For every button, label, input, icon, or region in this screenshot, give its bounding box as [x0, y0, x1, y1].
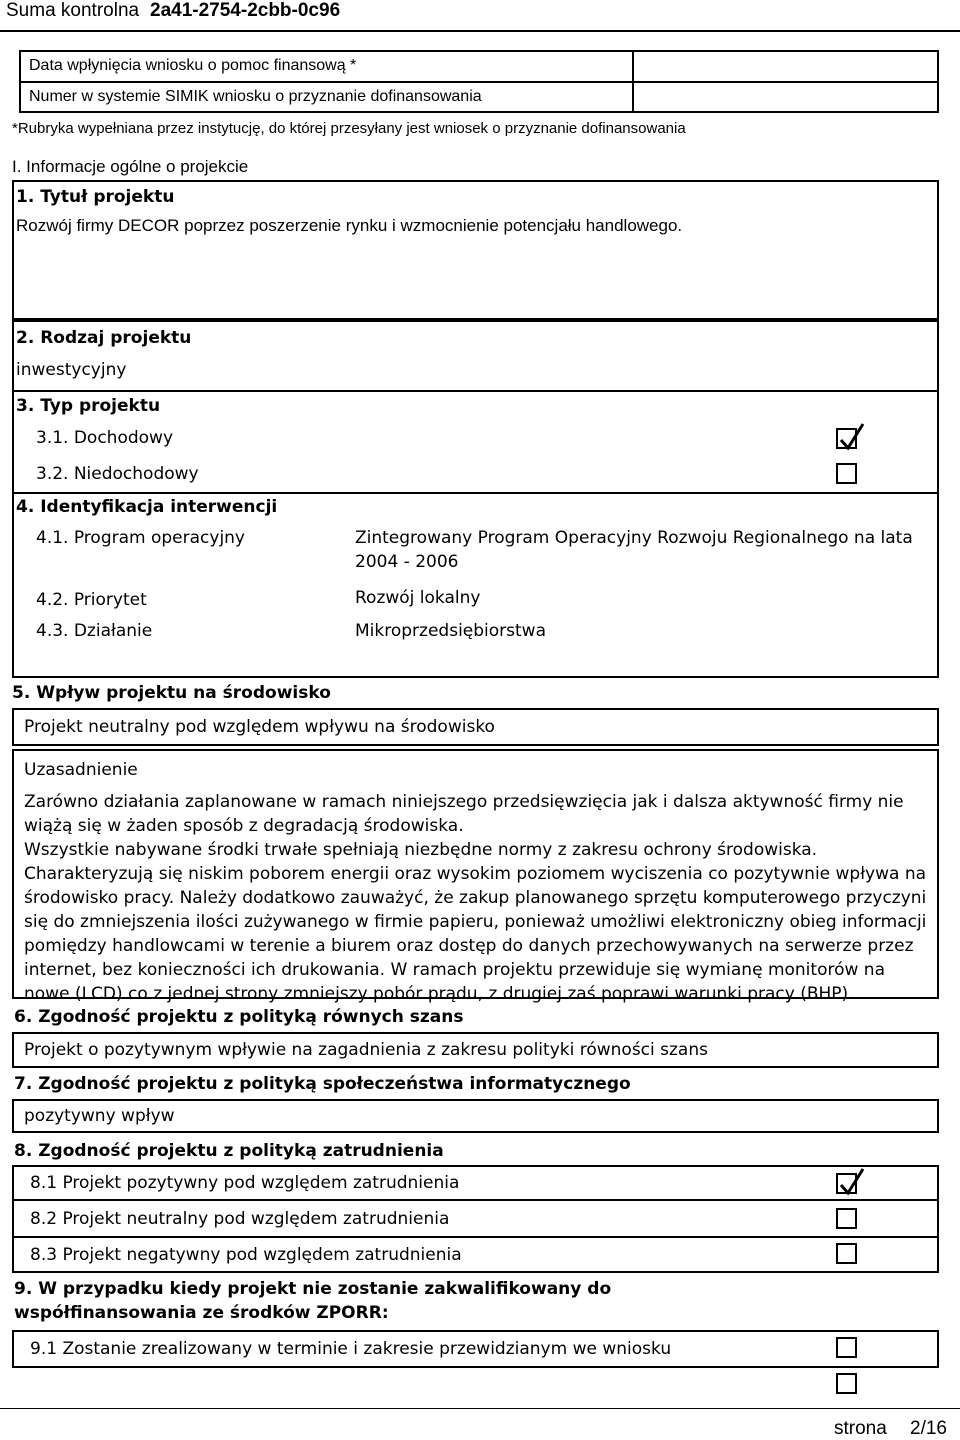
border-right-3	[937, 392, 939, 492]
environment-label: 5. Wpływ projektu na środowisko	[12, 683, 331, 703]
project-type-option-income: 3.1. Dochodowy	[36, 428, 174, 448]
project-kind-value: inwestycyjny	[16, 360, 127, 380]
project-kind-label: 2. Rodzaj projektu	[16, 328, 192, 348]
justification-line: internet, bez konieczności ich drukowania. W ramach projektu przewiduje się wymianę monitorów na	[24, 960, 885, 980]
date-received-label: Data wpłynięcia wniosku o pomoc finansową *	[29, 57, 357, 74]
not-qualified-option-1: 9.1 Zostanie zrealizowany w terminie i zakresie przewidzianym we wniosku	[30, 1339, 672, 1359]
information-society-value: pozytywny wpływ	[24, 1106, 175, 1126]
border-left-3	[12, 392, 14, 492]
check-mark-icon	[837, 421, 867, 455]
employment-divider-1	[12, 1199, 939, 1201]
divider-3	[12, 390, 939, 392]
income-checkbox[interactable]	[836, 428, 857, 449]
border-right-4	[937, 494, 939, 676]
page-label: strona	[834, 1418, 887, 1439]
divider-4	[12, 492, 939, 494]
employment-option-negative: 8.3 Projekt negatywny pod względem zatrudnienia	[30, 1245, 462, 1265]
checksum-value: 2a41-2754-2cbb-0c96	[150, 0, 341, 21]
project-type-label: 3. Typ projektu	[16, 396, 161, 416]
justification-line: się do zmniejszenia ilości zużywanego w firmie papieru, ponieważ umożliwi elektroniczny obieg informacji	[24, 912, 927, 932]
employment-option-positive: 8.1 Projekt pozytywny pod względem zatrudnienia	[30, 1173, 460, 1193]
project-type-option-non-income: 3.2. Niedochodowy	[36, 464, 199, 484]
justification-label: Uzasadnienie	[24, 760, 138, 780]
action-label: 4.3. Działanie	[36, 621, 153, 641]
page-number: 2/16	[910, 1418, 947, 1439]
environment-value: Projekt neutralny pod względem wpływu na środowisko	[24, 717, 495, 737]
justification-line: pomiędzy handlowcami w terenie a biurem oraz dostęp do danych przechowywanych na serwerze przez	[24, 936, 914, 956]
not-qualified-option-1-checkbox[interactable]	[836, 1337, 857, 1358]
intake-note: *Rubryka wypełniana przez instytucję, do której przesyłany jest wniosek o przyznanie dofinansowania	[12, 120, 686, 137]
checksum-header	[0, 0, 960, 24]
intervention-label: 4. Identyfikacja interwencji	[16, 497, 278, 517]
divider-5	[12, 676, 939, 678]
checksum-label: Suma kontrolna	[6, 0, 140, 21]
project-title-value: Rozwój firmy DECOR poprzez poszerzenie rynku i wzmocnienie potencjału handlowego.	[16, 216, 683, 235]
not-qualified-label-line1: 9. W przypadku kiedy projekt nie zostanie zakwalifikowany do	[14, 1279, 612, 1299]
border-right-2	[937, 322, 939, 390]
not-qualified-label-line2: współfinansowania ze środków ZPORR:	[14, 1303, 389, 1323]
border-left-2	[12, 322, 14, 390]
border-left-4	[12, 494, 14, 676]
employment-divider-2	[12, 1236, 939, 1238]
justification-line: Zarówno działania zaplanowane w ramach niniejszego przedsięwzięcia jak i dalsza aktywność firmy nie	[24, 792, 904, 812]
priority-label: 4.2. Priorytet	[36, 590, 147, 610]
project-title-label: 1. Tytuł projektu	[16, 187, 175, 207]
program-label: 4.1. Program operacyjny	[36, 528, 245, 548]
employment-option-neutral: 8.2 Projekt neutralny pod względem zatrudnienia	[30, 1209, 450, 1229]
program-value-line1: Zintegrowany Program Operacyjny Rozwoju Regionalnego na lata	[355, 528, 913, 548]
employment-label: 8. Zgodność projektu z polityką zatrudnienia	[14, 1141, 444, 1161]
equal-opportunity-label: 6. Zgodność projektu z polityką równych szans	[14, 1007, 464, 1027]
employment-negative-checkbox[interactable]	[836, 1243, 857, 1264]
date-received-field[interactable]	[634, 52, 937, 81]
justification-line: wiążą się w żaden sposób z degradacją środowiska.	[24, 816, 464, 836]
employment-neutral-checkbox[interactable]	[836, 1208, 857, 1229]
divider-2	[12, 320, 939, 322]
action-value: Mikroprzedsiębiorstwa	[355, 621, 546, 641]
section-heading: I. Informacje ogólne o projekcie	[12, 157, 249, 176]
justification-line: Wszystkie nabywane środki trwałe spełniają niezbędne normy z zakresu ochrony środowiska.	[24, 840, 818, 860]
equal-opportunity-value: Projekt o pozytywnym wpływie na zagadnienia z zakresu polityki równości szans	[24, 1040, 708, 1060]
information-society-label: 7. Zgodność projektu z polityką społeczeństwa informatycznego	[14, 1074, 631, 1094]
simik-number-label: Numer w systemie SIMIK wniosku o przyznanie dofinansowania	[29, 88, 482, 105]
employment-positive-checkbox[interactable]	[836, 1173, 857, 1194]
justification-line: środowisko pracy. Należy dodatkowo zauważyć, że zakup planowanego sprzętu komputerowego przyczyni	[24, 888, 927, 908]
footer-divider	[0, 1408, 960, 1409]
simik-number-field[interactable]	[634, 83, 937, 111]
check-mark-icon	[837, 1166, 867, 1200]
header-divider	[0, 30, 960, 32]
program-value-line2: 2004 - 2006	[355, 552, 459, 572]
not-qualified-option-2-checkbox[interactable]	[836, 1373, 857, 1394]
justification-text	[24, 790, 926, 1006]
justification-line: Charakteryzują się niskim poborem energii oraz wysokim poziomem wyciszenia co pozytywnie wpływa na	[24, 864, 927, 884]
priority-value: Rozwój lokalny	[355, 588, 481, 608]
justification-line: nowe (LCD) co z jednej strony zmniejszy pobór prądu, z drugiej zaś poprawi warunki pracy (BHP).	[24, 984, 854, 1004]
non-income-checkbox[interactable]	[836, 463, 857, 484]
